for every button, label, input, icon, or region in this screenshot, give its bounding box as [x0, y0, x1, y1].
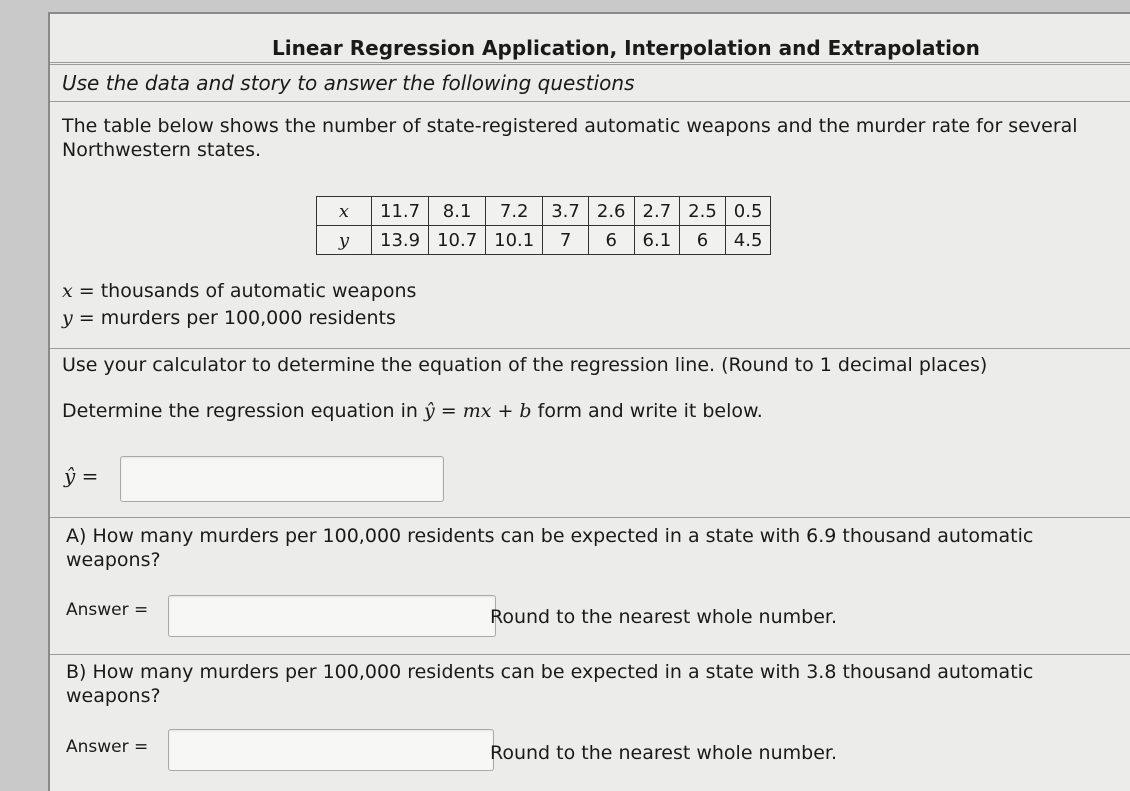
table-row-y [317, 226, 771, 255]
x-cell: 3.7 [543, 197, 589, 226]
page-title: Linear Regression Application, Interpolation and Extrapolation [272, 36, 980, 60]
x-definition [62, 278, 416, 305]
yhat-label: ŷ = [64, 464, 99, 488]
y-cell: 6.1 [634, 226, 680, 255]
answer-a-input[interactable] [168, 595, 496, 637]
y-def-text: = murders per 100,000 residents [78, 307, 396, 329]
x-cell: 7.2 [486, 197, 543, 226]
x-header: x [317, 197, 372, 226]
x-def-text: = thousands of automatic weapons [78, 280, 417, 302]
answer-a-label: Answer = [66, 600, 149, 620]
intro-text: The table below shows the number of state-registered automatic weapons and the murder rate for several Northwestern states. [62, 115, 1078, 161]
calc-instruction: Use your calculator to determine the equation of the regression line. (Round to 1 decimal places) [62, 354, 988, 376]
question-a: A) How many murders per 100,000 residents can be expected in a state with 6.9 thousand automatic weapons? [66, 525, 1034, 571]
x-cell: 11.7 [372, 197, 429, 226]
y-header: y [317, 226, 372, 255]
divider [50, 348, 1130, 349]
y-cell: 13.9 [372, 226, 429, 255]
x-cell: 2.5 [680, 197, 726, 226]
question-b: B) How many murders per 100,000 residents can be expected in a state with 3.8 thousand automatic weapons? [66, 661, 1034, 707]
table-row-x [317, 197, 771, 226]
determine-instruction [62, 400, 763, 422]
divider [50, 517, 1130, 518]
x-cell: 2.7 [634, 197, 680, 226]
divider [50, 654, 1130, 655]
regression-equation-input[interactable] [120, 456, 444, 502]
x-cell: 2.6 [588, 197, 634, 226]
round-note-b: Round to the nearest whole number. [490, 742, 838, 764]
y-var: y [62, 307, 73, 329]
y-cell: 10.1 [486, 226, 543, 255]
story-row [50, 64, 1130, 102]
x-cell: 0.5 [725, 197, 771, 226]
x-cell: 8.1 [429, 197, 486, 226]
variable-definitions [62, 278, 416, 332]
title-row [50, 12, 1130, 63]
worksheet [48, 12, 1130, 791]
determine-suffix: form and write it below. [537, 400, 763, 422]
determine-prefix: Determine the regression equation in [62, 400, 418, 422]
y-cell: 6 [680, 226, 726, 255]
equation-form: ŷ = mx + b [423, 400, 532, 422]
y-cell: 4.5 [725, 226, 771, 255]
story-prompt: Use the data and story to answer the following questions [62, 71, 635, 95]
y-cell: 6 [588, 226, 634, 255]
round-note-a: Round to the nearest whole number. [490, 606, 838, 628]
x-var: x [62, 280, 73, 302]
answer-b-input[interactable] [168, 729, 494, 771]
data-table [316, 196, 771, 255]
y-definition [62, 305, 416, 332]
y-cell: 10.7 [429, 226, 486, 255]
y-cell: 7 [543, 226, 589, 255]
answer-b-label: Answer = [66, 737, 149, 757]
